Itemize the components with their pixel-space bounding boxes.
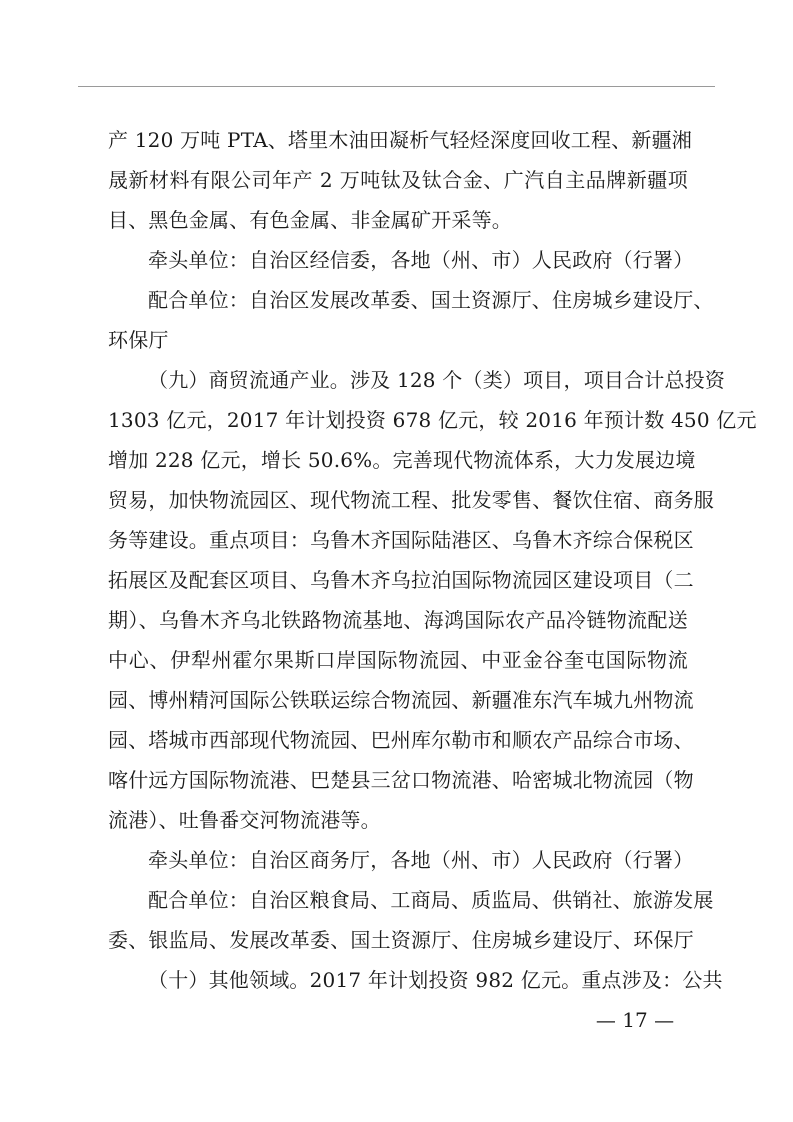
page-number: — 17 — <box>595 1008 675 1032</box>
text-line: 环保厅 <box>108 328 169 352</box>
body-text <box>108 120 757 1000</box>
text-line: 晟新材料有限公司年产 2 万吨钛及钛合金、广汽自主品牌新疆项 <box>108 168 688 192</box>
text-line: 贸易，加快物流园区、现代物流工程、批发零售、餐饮住宿、商务服 <box>108 488 714 512</box>
header-rule <box>78 86 715 87</box>
section-heading-line: （十）其他领域。2017 年计划投资 982 亿元。重点涉及：公共 <box>148 968 723 992</box>
section-heading-line: （九）商贸流通产业。涉及 128 个（类）项目，项目合计总投资 <box>148 368 726 392</box>
text-line: 委、银监局、发展改革委、国土资源厅、住房城乡建设厅、环保厅 <box>108 928 694 952</box>
text-line: 园、博州精河国际公铁联运综合物流园、新疆准东汽车城九州物流 <box>108 688 694 712</box>
lead-unit-line: 牵头单位：自治区经信委，各地（州、市）人民政府（行署） <box>148 248 694 272</box>
cooperating-unit-line: 配合单位：自治区粮食局、工商局、质监局、供销社、旅游发展 <box>148 888 714 912</box>
text-line: 增加 228 亿元，增长 50.6%。完善现代物流体系，大力发展边境 <box>108 448 696 472</box>
cooperating-unit-line: 配合单位：自治区发展改革委、国土资源厅、住房城乡建设厅、 <box>148 288 714 312</box>
lead-unit-line: 牵头单位：自治区商务厅，各地（州、市）人民政府（行署） <box>148 848 694 872</box>
text-line: 1303 亿元，2017 年计划投资 678 亿元，较 2016 年预计数 450 亿元 <box>108 408 757 432</box>
text-line: 拓展区及配套区项目、乌鲁木齐乌拉泊国际物流园区建设项目（二 <box>108 568 694 592</box>
text-line: 务等建设。重点项目：乌鲁木齐国际陆港区、乌鲁木齐综合保税区 <box>108 528 694 552</box>
text-line: 中心、伊犁州霍尔果斯口岸国际物流园、中亚金谷奎屯国际物流 <box>108 648 688 672</box>
text-line: 流港）、吐鲁番交河物流港等。 <box>108 808 381 832</box>
text-line: 目、黑色金属、有色金属、非金属矿开采等。 <box>108 208 512 232</box>
text-line: 产 120 万吨 PTA、塔里木油田凝析气轻烃深度回收工程、新疆湘 <box>108 128 692 152</box>
text-line: 园、塔城市西部现代物流园、巴州库尔勒市和顺农产品综合市场、 <box>108 728 694 752</box>
text-line: 喀什远方国际物流港、巴楚县三岔口物流港、哈密城北物流园（物 <box>108 768 694 792</box>
text-line: 期）、乌鲁木齐乌北铁路物流基地、海鸿国际农产品冷链物流配送 <box>108 608 688 632</box>
